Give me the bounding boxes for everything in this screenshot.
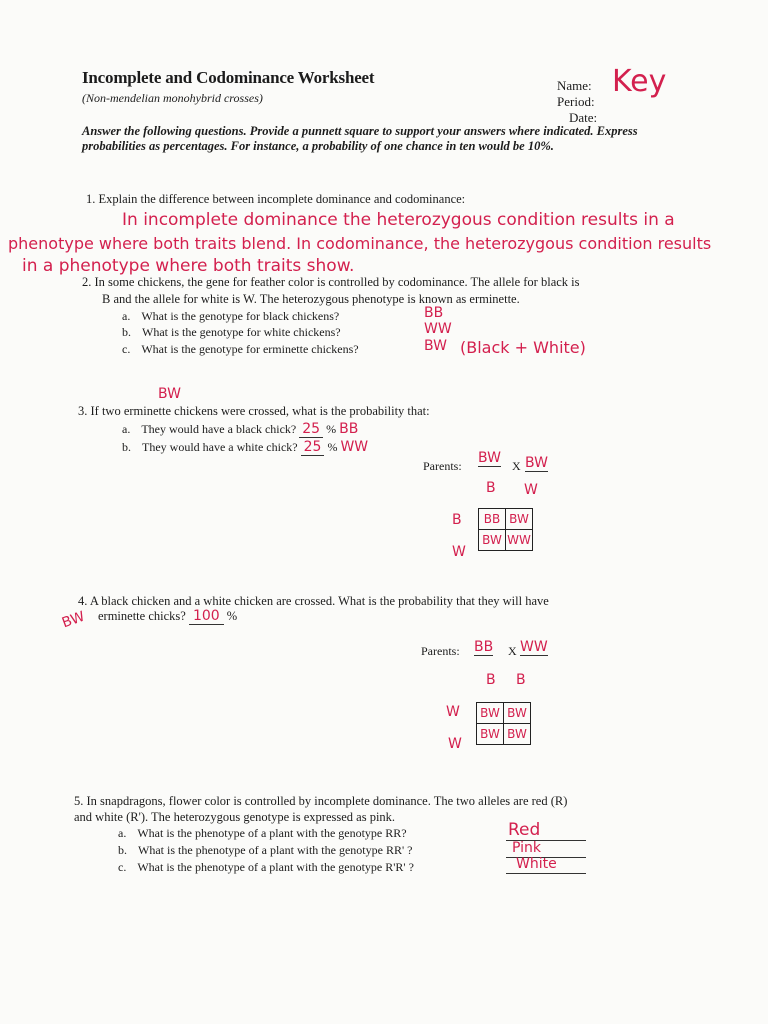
q2a-answer: BB [424, 305, 444, 321]
q1-answer-line2: phenotype where both traits blend. In codominance, the heterozygous condition results [8, 234, 712, 253]
q4-col-header-1: B [486, 672, 496, 688]
q4-parent2: WW [520, 639, 548, 655]
q3-parent1: BW [478, 450, 501, 466]
q2a-label: a. [122, 309, 131, 323]
q5b-qmark: ? [407, 843, 413, 857]
q5-question-line1 [74, 794, 567, 809]
q3a-genotype: BB [339, 421, 359, 437]
q5b [118, 843, 412, 858]
q3a [122, 421, 358, 438]
q5b-answer: Pink [512, 840, 542, 856]
q5c-answer-line [506, 873, 586, 874]
q3b-label: b. [122, 440, 131, 454]
q2c-text: What is the genotype for erminette chickens? [141, 342, 359, 356]
q5-number: 5. [74, 794, 84, 808]
q5a [118, 826, 407, 841]
q2c-label: c. [122, 342, 131, 356]
q4-row-header-1: W [446, 704, 460, 720]
q5a-text: What is the phenotype of a plant with the genotype [137, 826, 383, 840]
q5c-qmark: ? [408, 860, 414, 874]
q1-answer-line3: in a phenotype where both traits show. [22, 256, 355, 276]
q3a-label: a. [122, 422, 131, 436]
q5b-text: What is the phenotype of a plant with the genotype [138, 843, 383, 857]
q5c-genotype: R'R' [385, 860, 406, 874]
q5c-answer: White [516, 856, 557, 872]
q2b-label: b. [122, 325, 131, 339]
q4-col-header-2: B [516, 672, 526, 688]
q4-cell-4: BW [504, 724, 531, 745]
q3-parents-label: Parents: [423, 459, 462, 473]
q3-cell-ww: WW [506, 530, 533, 551]
q4-answer: 100 [189, 608, 224, 625]
q4-text-line2: erminette chicks? [98, 609, 186, 623]
q4-cell-2: BW [504, 703, 531, 724]
q4-punnett-square [476, 702, 531, 745]
q3-col-header-1: B [486, 480, 496, 496]
q5a-answer: Red [508, 820, 541, 840]
q2-text-line1: In some chickens, the gene for feather color is controlled by codominance. The allele for black is [94, 275, 580, 289]
q2b-text: What is the genotype for white chickens? [142, 325, 341, 339]
q3-col-header-2: W [524, 482, 538, 498]
q1-question [86, 192, 465, 207]
q2c-answer: BW [424, 338, 447, 354]
date-label: Date: [569, 110, 598, 125]
q3a-unit: % [326, 422, 337, 436]
q3-parent2: BW [525, 455, 548, 471]
q4-text-line1: A black chicken and a white chicken are crossed. What is the probability that they will have [89, 594, 549, 608]
q4-cross: X [508, 644, 517, 658]
q3-cell-bw-1: BW [506, 509, 533, 530]
instructions: Answer the following questions. Provide a punnett square to support your answers where indicated. Express probabilities as percentages. For instance, a probability of one chance in ten would be 10%. [82, 124, 638, 153]
q4-cell-3: BW [477, 724, 504, 745]
q3-punnett-square [478, 508, 533, 551]
q2-number: 2. [82, 275, 92, 289]
worksheet-title: Incomplete and Codominance Worksheet [82, 68, 375, 87]
q3b-unit: % [327, 440, 338, 454]
q5c [118, 860, 414, 875]
q5b-genotype: RR' [385, 843, 405, 857]
q3-cell-bw-2: BW [479, 530, 506, 551]
q2c-note: (Black + White) [460, 338, 586, 357]
q2a [122, 309, 339, 324]
q2c [122, 342, 359, 357]
q5a-qmark: ? [401, 826, 407, 840]
q3-row-header-2: W [452, 544, 466, 560]
q2a-text: What is the genotype for black chickens? [141, 309, 340, 323]
q4-question-line1 [78, 594, 549, 609]
q4-margin-note: BW [59, 608, 87, 632]
q2-text-line2: B and the allele for white is W. The heterozygous phenotype is known as erminette. [102, 292, 520, 306]
q3-cell-bb: BB [479, 509, 506, 530]
q5a-genotype: RR [385, 826, 402, 840]
q3b-text: They would have a white chick? [142, 440, 298, 454]
q3a-answer: 25 [299, 421, 323, 438]
q5c-label: c. [118, 860, 127, 874]
q3b-genotype: WW [340, 439, 369, 455]
q3-row-header-1: B [452, 512, 462, 528]
q3-number: 3. [78, 404, 88, 418]
q5-text-line2: and white (R'). The heterozygous genotype is expressed as pink. [74, 810, 396, 824]
q3-note: BW [158, 386, 181, 402]
q4-number: 4. [78, 594, 88, 608]
q1-answer-line1: In incomplete dominance the heterozygous condition results in a [122, 210, 675, 230]
name-label: Name: [557, 78, 592, 93]
q3b-answer: 25 [301, 439, 325, 456]
q5-text-line1: In snapdragons, flower color is controlled by incomplete dominance. The two alleles are red (R) [86, 794, 568, 808]
q2b-answer: WW [424, 321, 452, 337]
q3-text: If two erminette chickens were crossed, what is the probability that: [90, 404, 430, 418]
q2-question-line1 [82, 275, 580, 290]
q4-parent1: BB [474, 639, 494, 655]
q4-question-line2 [98, 608, 237, 625]
name-answer: Key [612, 64, 667, 99]
q3a-text: They would have a black chick? [141, 422, 297, 436]
period-label: Period: [557, 94, 595, 109]
q3-question [78, 404, 430, 419]
q1-number: 1. [86, 192, 96, 206]
q4-parents-label: Parents: [421, 644, 460, 658]
q3b [122, 439, 368, 456]
q4-cell-1: BW [477, 703, 504, 724]
q5c-text: What is the phenotype of a plant with the genotype [137, 860, 383, 874]
q5a-label: a. [118, 826, 127, 840]
q4-unit: % [226, 609, 238, 623]
q1-text: Explain the difference between incomplete dominance and codominance: [98, 192, 466, 206]
q4-row-header-2: W [448, 736, 462, 752]
q2b [122, 325, 341, 340]
worksheet-subtitle: (Non-mendelian monohybrid crosses) [82, 91, 263, 105]
q5b-label: b. [118, 843, 127, 857]
q3-cross: X [512, 459, 521, 473]
